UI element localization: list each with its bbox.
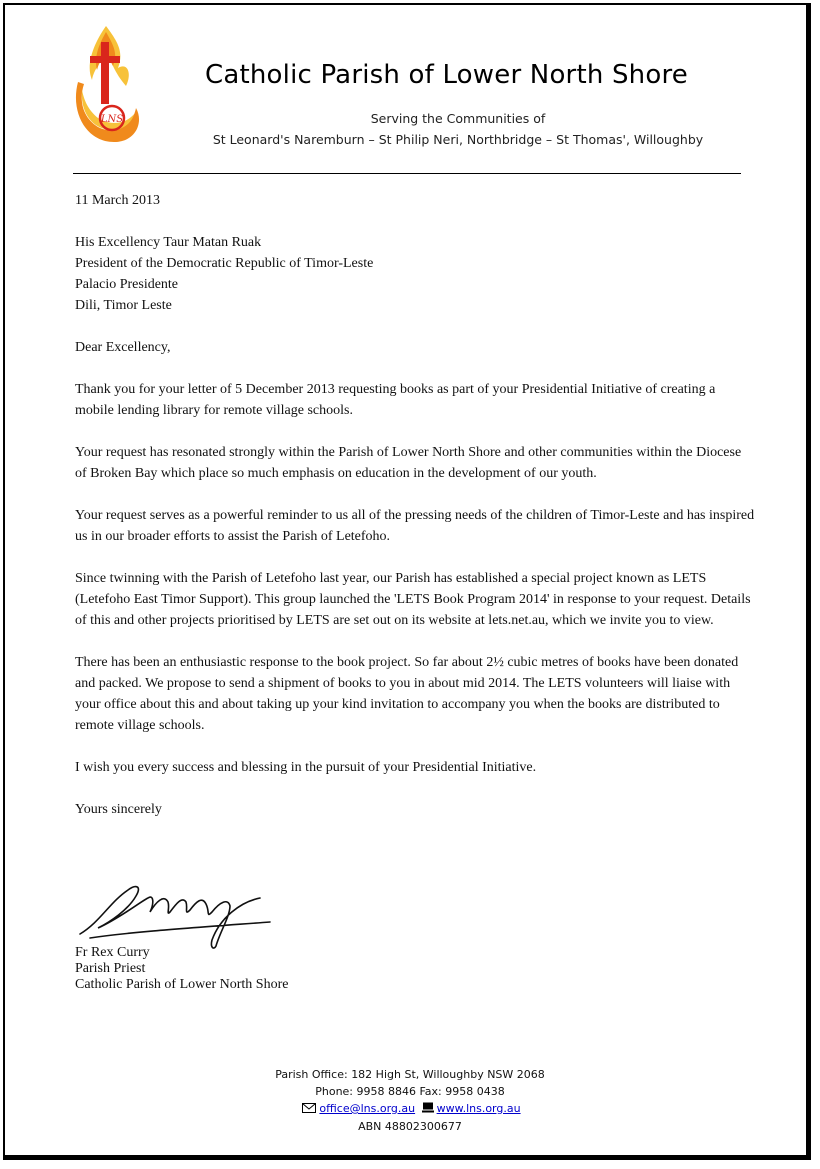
office-address: Parish Office: 182 High St, Willoughby NSW 2068 [275,1068,545,1081]
computer-icon [422,1101,434,1118]
letter-date: 11 March 2013 [75,193,161,208]
recipient-line: Palacio Presidente [75,277,179,292]
signer-title: Parish Priest [75,961,146,976]
recipient-block [75,232,755,316]
paragraph: There has been an enthusiastic response to the book project. So far about 2½ cubic metres of books have been donated and packed. We propose to send a shipment of books to you in about mid 2014. The LETS volunteers will liaise with your office about this and about taking up your kind invitation to accompany you when the books are distributed to remote village schools. [75,655,739,733]
handwritten-signature [70,872,290,952]
communities-line: St Leonard's Naremburn – St Philip Neri, Northbridge – St Thomas', Willoughby [212,132,704,147]
parish-title: Catholic Parish of Lower North Shore [205,60,688,90]
serving-line: Serving the Communities of [370,111,546,126]
recipient-line: His Excellency Taur Matan Ruak [75,235,262,250]
signer-organisation: Catholic Parish of Lower North Shore [75,977,289,992]
paragraph: Since twinning with the Parish of Letefoho last year, our Parish has established a special project known as LETS (Letefoho East Timor Support). This group launched the 'LETS Book Program 2014' in response to your request. Details of this and other projects prioritised by LETS are set out on its website at lets.net.au, which we invite you to view. [75,571,751,628]
recipient-line: President of the Democratic Republic of Timor-Leste [75,256,374,271]
phone-fax: Phone: 9958 8846 Fax: 9958 0438 [315,1085,505,1098]
svg-text:LNS: LNS [100,114,124,125]
envelope-icon [302,1101,316,1118]
website-link[interactable]: www.lns.org.au [436,1102,521,1115]
letter-body [75,190,755,841]
signer-block [75,945,288,993]
paragraph: Your request serves as a powerful reminder to us all of the pressing needs of the children of Timor-Leste and has inspired us in our broader efforts to assist the Parish of Letefoho. [75,508,755,544]
paragraph: Thank you for your letter of 5 December 2013 requesting books as part of your Presidential Initiative of creating a mobile lending library for remote village schools. [75,382,716,418]
abn: ABN 48802300677 [358,1119,462,1133]
closing: Yours sincerely [75,802,162,817]
paragraph: I wish you every success and blessing in the pursuit of your Presidential Initiative. [75,760,537,775]
recipient-line: Dili, Timor Leste [75,298,172,313]
contact-links [0,1100,820,1118]
email-link[interactable]: office@lns.org.au [319,1102,416,1115]
paragraph: Your request has resonated strongly within the Parish of Lower North Shore and other communities within the Diocese of Broken Bay which place so much emphasis on education in the development of our youth. [75,445,742,481]
footer [0,1066,820,1135]
header-divider [73,173,741,174]
salutation: Dear Excellency, [75,340,171,355]
signer-name: Fr Rex Curry [75,945,150,960]
